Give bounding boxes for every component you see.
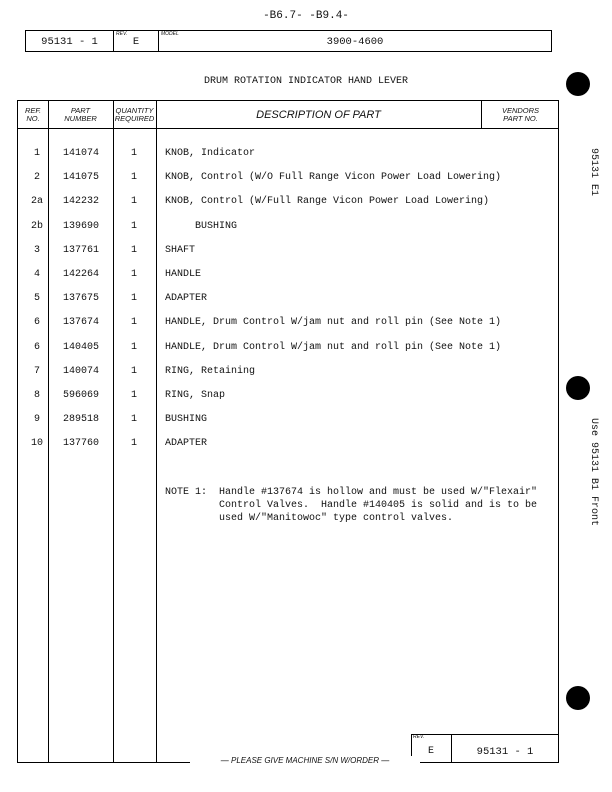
table-row (18, 390, 558, 404)
header-rev-value: E (132, 36, 140, 48)
part-number-cell: 140074 (62, 365, 99, 377)
side-label-top: 95131 E1 (588, 148, 599, 197)
page-reference: -B6.7- -B9.4- (263, 10, 349, 22)
description-cell: ADAPTER (165, 438, 208, 450)
footer-text: PLEASE GIVE MACHINE S/N W/ORDER (230, 756, 380, 765)
quantity-cell: 1 (130, 220, 137, 232)
quantity-cell: 1 (130, 244, 137, 256)
quantity-cell: 1 (130, 390, 137, 401)
description-cell: BUSHING (165, 220, 238, 232)
table-row (18, 293, 558, 307)
footer-instruction: — PLEASE GIVE MACHINE S/N W/ORDER — (190, 756, 420, 765)
binder-hole (566, 376, 590, 400)
ref-cell: 2 (33, 172, 40, 184)
ref-cell: 7 (33, 365, 40, 377)
ref-cell: 1 (33, 148, 40, 159)
table-row (18, 245, 558, 259)
part-number-cell: 142264 (62, 269, 99, 280)
ref-cell: 6 (33, 341, 40, 353)
description-cell: HANDLE, Drum Control W/jam nut and roll pin (See Note 1) (165, 341, 502, 353)
ref-cell: 6 (33, 317, 40, 329)
header-model-cell (159, 31, 551, 51)
quantity-cell: 1 (130, 293, 137, 305)
description-cell: RING, Retaining (165, 365, 256, 377)
header-rule (18, 128, 558, 129)
table-row (18, 196, 558, 210)
quantity-cell: 1 (130, 414, 137, 426)
table-row (18, 438, 558, 452)
table-row (18, 317, 558, 331)
table-row (18, 148, 558, 162)
box-top (411, 734, 559, 735)
description-cell: KNOB, Control (W/O Full Range Vicon Power Load Lowering) (165, 172, 502, 184)
quantity-cell: 1 (130, 172, 137, 184)
table-row (18, 342, 558, 356)
part-number-cell: 137761 (62, 244, 99, 256)
col-header-vendor: VENDORS PART NO. (501, 105, 540, 123)
ref-cell: 9 (33, 414, 40, 426)
header-box (25, 30, 552, 52)
table-row (18, 414, 558, 428)
header-model-value: 3900-4600 (326, 36, 384, 48)
bottom-rev-value: E (427, 746, 434, 757)
ref-cell: 2a (30, 196, 43, 208)
part-number-cell: 137675 (62, 293, 99, 305)
header-model-label: MODEL (161, 31, 179, 37)
table-row (18, 172, 558, 186)
description-cell: RING, Snap (165, 390, 226, 401)
part-number-cell: 139690 (62, 220, 99, 232)
bottom-part-number: 95131 - 1 (476, 746, 534, 758)
header-part-cell (26, 31, 114, 51)
col-header-part: PART NUMBER (64, 105, 97, 123)
binder-hole (566, 686, 590, 710)
part-number-cell: 137674 (62, 317, 99, 329)
quantity-cell: 1 (130, 341, 137, 353)
header-rev-cell (114, 31, 159, 51)
description-cell: HANDLE (165, 269, 202, 280)
col-header-desc: DESCRIPTION OF PART (256, 108, 381, 121)
part-number-cell: 140405 (62, 341, 99, 353)
ref-cell: 10 (30, 438, 43, 450)
ref-cell: 4 (33, 269, 40, 280)
description-cell: BUSHING (165, 414, 208, 426)
ref-cell: 5 (33, 293, 40, 305)
col-header-qty: QUANTITY REQUIRED (114, 105, 155, 123)
description-cell: HANDLE, Drum Control W/jam nut and roll pin (See Note 1) (165, 317, 502, 329)
description-cell: KNOB, Indicator (165, 148, 256, 159)
col-header-ref: REF. NO. (24, 105, 42, 123)
quantity-cell: 1 (130, 269, 137, 280)
bottom-rev-box (411, 734, 559, 763)
part-number-cell: 142232 (62, 196, 99, 208)
quantity-cell: 1 (130, 365, 137, 377)
table-row (18, 269, 558, 283)
ref-cell: 3 (33, 244, 40, 256)
parts-table (17, 100, 559, 763)
quantity-cell: 1 (130, 317, 137, 329)
bottom-rev-label: REV. (413, 734, 425, 740)
header-part-number: 95131 - 1 (41, 36, 98, 48)
part-number-cell: 137760 (62, 438, 99, 450)
description-cell: ADAPTER (165, 293, 208, 305)
quantity-cell: 1 (130, 438, 137, 450)
part-number-cell: 289518 (62, 414, 99, 426)
binder-hole (566, 72, 590, 96)
ref-cell: 8 (33, 390, 40, 401)
part-number-cell: 141075 (62, 172, 99, 184)
part-number-cell: 141074 (62, 148, 99, 159)
header-rev-label: REV. (116, 31, 128, 37)
side-label-middle: Use 95131 B1 Front (588, 418, 599, 527)
description-cell: SHAFT (165, 244, 196, 256)
ref-cell: 2b (30, 220, 43, 232)
table-row (18, 221, 558, 235)
table-row (18, 366, 558, 380)
note-text: NOTE 1: Handle #137674 is hollow and must be used W/"Flexair" Control Valves. Handle #140405 is solid and is to be used W/"Manitowoc" type control valves. (165, 487, 538, 524)
description-cell: KNOB, Control (W/Full Range Vicon Power Load Lowering) (165, 196, 490, 208)
quantity-cell: 1 (130, 148, 137, 159)
quantity-cell: 1 (130, 196, 137, 208)
part-number-cell: 596069 (62, 390, 99, 401)
page-title: DRUM ROTATION INDICATOR HAND LEVER (203, 76, 409, 87)
